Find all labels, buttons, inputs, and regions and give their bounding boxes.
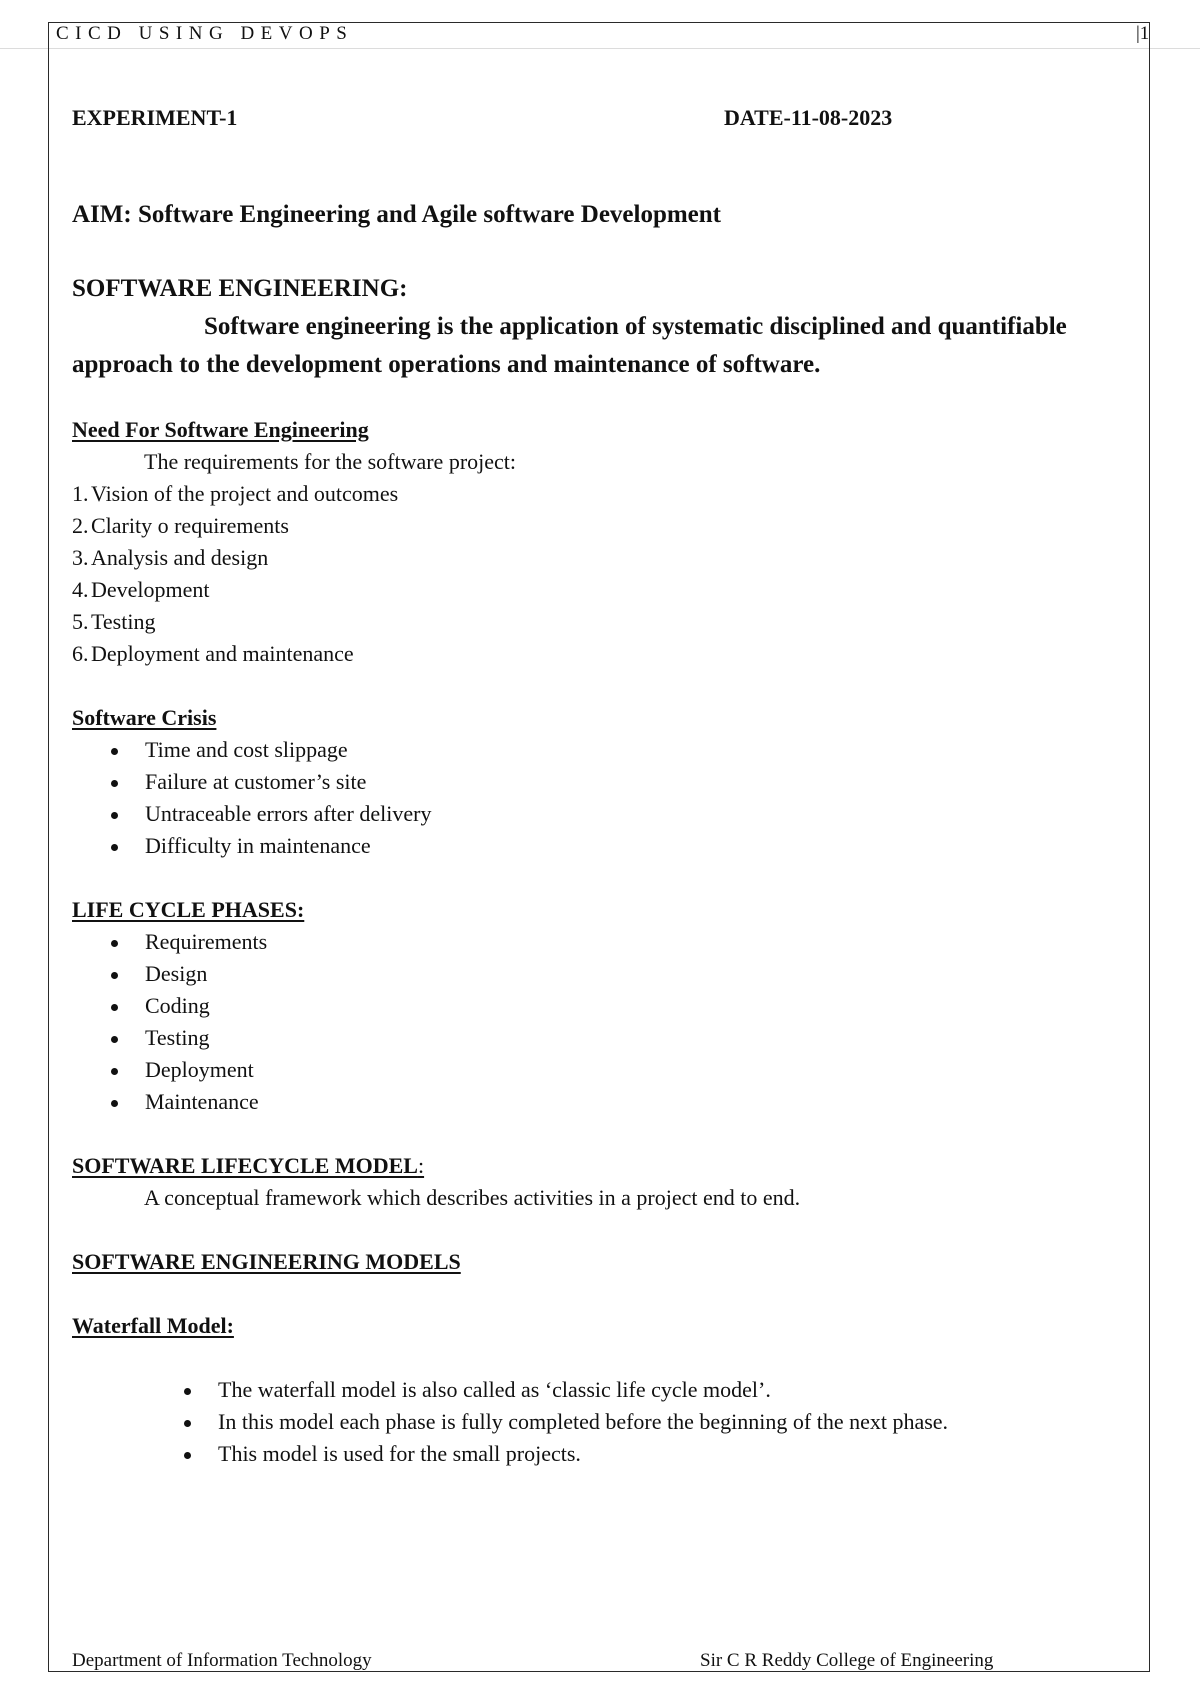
life-cycle-phases-heading: LIFE CYCLE PHASES: — [72, 897, 305, 922]
se-paragraph-line-1: Software engineering is the application of systematic disciplined and quantifiable — [204, 313, 1067, 340]
bullet-icon — [111, 780, 118, 787]
software-engineering-models-heading: SOFTWARE ENGINEERING MODELS — [72, 1249, 461, 1274]
document-page: CICD USING DEVOPS |1 EXPERIMENT-1 DATE-11-08-2023 AIM: Software Engineering and Agile software Development SOFTWARE ENGINEERING: Software engineering is the application of systematic disciplined and quantifiable approach to the development operations and maintenance of software. Need For Software Engineering The requirements for the software project: 1. Vision of the project and outcomes 2. Clarity o requirements 3. Analysis and design 4. Development 5. Testing 6. Deployment and maintenance Software Crisis Time and cost slippage Failure at customer’s site Untraceable errors after delivery Difficulty in maintenance LIFE CYCLE PHASES: Requirements Design Coding Testing Deployment Maintenance SOFTWARE LIFECYCLE MODEL: A conceptual framework which describes activities in a project end to end. SOFTWARE ENGINEERING MODELS Waterfall Model: The waterfall model is also called as ‘classic life cycle model’. In this model each phase is fully completed before the beginning of the next phase. This model is used for the small projects. Department of Information Technology Sir C R Reddy College of Engineering — [0, 0, 1200, 1696]
lifecycle-model-heading: SOFTWARE LIFECYCLE MODEL — [72, 1153, 418, 1178]
bullet-icon — [184, 1420, 191, 1427]
lifecycle-model-description: A conceptual framework which describes activities in a project end to end. — [144, 1185, 801, 1210]
bullet-icon — [184, 1452, 191, 1459]
bullet-icon — [111, 1068, 118, 1075]
footer-college: Sir C R Reddy College of Engineering — [700, 1650, 994, 1671]
bullet-icon — [111, 972, 118, 979]
experiment-label: EXPERIMENT-1 — [72, 105, 238, 130]
need-intro: The requirements for the software project: — [144, 449, 517, 474]
waterfall-model-heading: Waterfall Model: — [72, 1313, 234, 1338]
experiment-date: DATE-11-08-2023 — [724, 105, 893, 130]
software-crisis-heading: Software Crisis — [72, 705, 217, 730]
footer-department: Department of Information Technology — [72, 1650, 372, 1671]
bullet-icon — [111, 940, 118, 947]
bullet-icon — [184, 1388, 191, 1395]
lifecycle-model-heading-colon: : — [417, 1153, 425, 1178]
aim-heading: AIM: Software Engineering and Agile software Development — [72, 201, 722, 228]
software-engineering-paragraph — [72, 308, 1132, 384]
running-header-title: CICD USING DEVOPS — [56, 23, 354, 44]
lifecycle-model-heading-line — [72, 1152, 424, 1180]
se-paragraph-line-2: approach to the development operations and maintenance of software. — [72, 351, 821, 378]
bullet-icon — [111, 1004, 118, 1011]
bullet-icon — [111, 748, 118, 755]
bullet-icon — [111, 844, 118, 851]
bullet-icon — [111, 812, 118, 819]
software-engineering-heading: SOFTWARE ENGINEERING: — [72, 275, 408, 302]
page-number: |1 — [1136, 23, 1150, 44]
bullet-icon — [111, 1100, 118, 1107]
need-heading: Need For Software Engineering — [72, 417, 369, 442]
bullet-icon — [111, 1036, 118, 1043]
